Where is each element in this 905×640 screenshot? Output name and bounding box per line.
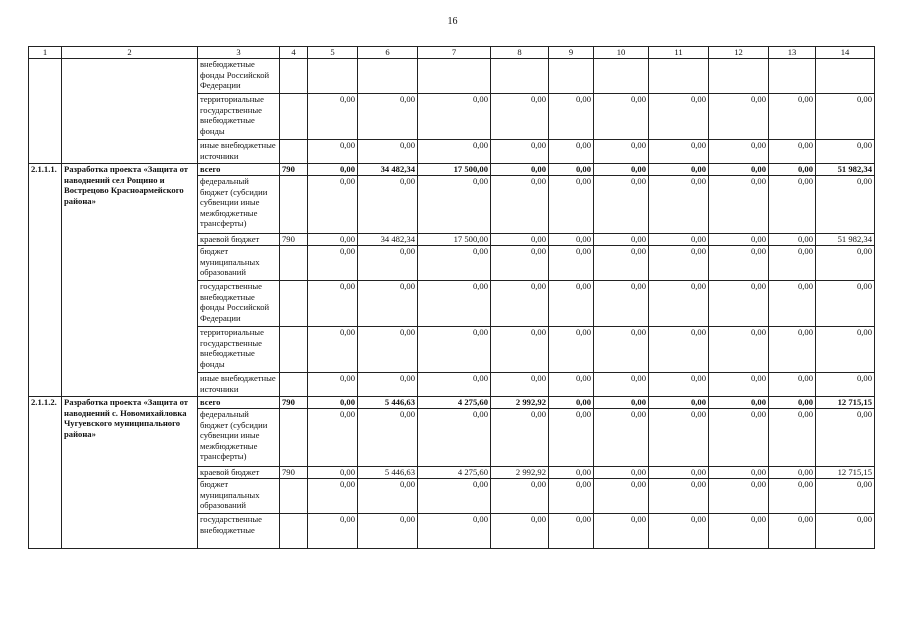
value-cell: 0,00 (816, 140, 875, 164)
value-cell: 0,00 (709, 140, 769, 164)
funding-source: внебюджетные фонды Российской Федерации (198, 59, 280, 94)
value-cell: 0,00 (358, 327, 418, 373)
value-cell: 0,00 (549, 94, 594, 140)
value-cell (308, 59, 358, 94)
value-cell: 0,00 (491, 246, 549, 281)
value-cell: 0,00 (649, 514, 709, 549)
value-cell: 0,00 (594, 373, 649, 397)
value-cell: 0,00 (358, 409, 418, 467)
value-cell: 0,00 (308, 176, 358, 234)
budget-code (280, 479, 308, 514)
item-name: Разработка проекта «Защита от наводнений с. Новомихайловка Чугуевского муниципального района» (62, 397, 198, 549)
value-cell: 0,00 (491, 479, 549, 514)
value-cell: 0,00 (418, 94, 491, 140)
value-cell: 0,00 (549, 164, 594, 176)
value-cell: 0,00 (549, 514, 594, 549)
value-cell: 0,00 (549, 409, 594, 467)
value-cell: 0,00 (709, 234, 769, 246)
value-cell: 0,00 (549, 176, 594, 234)
value-cell: 0,00 (769, 373, 816, 397)
value-cell: 0,00 (709, 94, 769, 140)
value-cell (358, 59, 418, 94)
value-cell: 2 992,92 (491, 467, 549, 479)
value-cell: 0,00 (649, 467, 709, 479)
value-cell: 0,00 (816, 94, 875, 140)
table-row (29, 164, 875, 176)
budget-code (280, 176, 308, 234)
header-cell: 4 (280, 47, 308, 59)
value-cell: 0,00 (358, 246, 418, 281)
value-cell: 0,00 (594, 397, 649, 409)
value-cell: 5 446,63 (358, 397, 418, 409)
value-cell: 0,00 (816, 479, 875, 514)
budget-code (280, 373, 308, 397)
funding-source: территориальные государственные внебюджетные фонды (198, 327, 280, 373)
value-cell: 0,00 (308, 373, 358, 397)
table-header (29, 47, 875, 59)
value-cell: 0,00 (418, 409, 491, 467)
value-cell: 0,00 (491, 373, 549, 397)
value-cell: 4 275,60 (418, 467, 491, 479)
value-cell: 0,00 (549, 234, 594, 246)
budget-code (280, 514, 308, 549)
funding-source: всего (198, 397, 280, 409)
value-cell: 0,00 (709, 514, 769, 549)
table-body (29, 59, 875, 549)
value-cell: 12 715,15 (816, 467, 875, 479)
budget-code: 790 (280, 234, 308, 246)
value-cell: 0,00 (549, 327, 594, 373)
item-number-empty (29, 59, 62, 164)
item-number: 2.1.1.2. (29, 397, 62, 549)
value-cell: 0,00 (709, 409, 769, 467)
header-cell: 10 (594, 47, 649, 59)
header-cell: 13 (769, 47, 816, 59)
funding-source: иные внебюджетные источники (198, 140, 280, 164)
header-cell: 9 (549, 47, 594, 59)
value-cell: 0,00 (358, 479, 418, 514)
value-cell: 0,00 (418, 140, 491, 164)
value-cell: 34 482,34 (358, 164, 418, 176)
value-cell: 0,00 (491, 164, 549, 176)
funding-source: иные внебюджетные источники (198, 373, 280, 397)
value-cell: 0,00 (308, 514, 358, 549)
value-cell: 0,00 (769, 397, 816, 409)
value-cell: 0,00 (816, 409, 875, 467)
value-cell: 0,00 (594, 246, 649, 281)
page-number: 16 (447, 16, 458, 27)
value-cell: 0,00 (709, 467, 769, 479)
value-cell: 0,00 (549, 281, 594, 327)
value-cell: 0,00 (769, 479, 816, 514)
header-cell: 12 (709, 47, 769, 59)
value-cell: 0,00 (594, 409, 649, 467)
budget-code (280, 140, 308, 164)
funding-source: бюджет муниципальных образований (198, 246, 280, 281)
value-cell: 0,00 (709, 397, 769, 409)
value-cell: 0,00 (816, 176, 875, 234)
value-cell: 0,00 (308, 140, 358, 164)
value-cell (649, 59, 709, 94)
budget-code (280, 246, 308, 281)
value-cell: 0,00 (649, 94, 709, 140)
header-cell: 8 (491, 47, 549, 59)
budget-code: 790 (280, 467, 308, 479)
value-cell: 0,00 (649, 327, 709, 373)
value-cell: 0,00 (649, 409, 709, 467)
value-cell: 0,00 (491, 234, 549, 246)
value-cell: 0,00 (491, 176, 549, 234)
table-row (29, 397, 875, 409)
funding-source: федеральный бюджет (субсидии субвенции иные межбюджетные трансферты) (198, 176, 280, 234)
value-cell: 0,00 (418, 514, 491, 549)
value-cell: 0,00 (491, 140, 549, 164)
value-cell: 0,00 (709, 281, 769, 327)
value-cell: 0,00 (549, 479, 594, 514)
header-cell: 2 (62, 47, 198, 59)
budget-code: 790 (280, 164, 308, 176)
value-cell: 0,00 (769, 467, 816, 479)
value-cell: 0,00 (308, 479, 358, 514)
value-cell: 0,00 (649, 164, 709, 176)
value-cell: 0,00 (649, 281, 709, 327)
value-cell: 5 446,63 (358, 467, 418, 479)
value-cell: 0,00 (594, 514, 649, 549)
value-cell: 0,00 (491, 94, 549, 140)
value-cell: 0,00 (816, 373, 875, 397)
funding-source: территориальные государственные внебюджетные фонды (198, 94, 280, 140)
value-cell: 0,00 (418, 327, 491, 373)
header-cell: 14 (816, 47, 875, 59)
value-cell: 0,00 (491, 281, 549, 327)
value-cell: 0,00 (549, 246, 594, 281)
budget-code (280, 281, 308, 327)
value-cell: 0,00 (649, 176, 709, 234)
value-cell: 0,00 (308, 397, 358, 409)
value-cell: 0,00 (594, 467, 649, 479)
value-cell: 0,00 (594, 140, 649, 164)
value-cell: 0,00 (769, 140, 816, 164)
funding-source: краевой бюджет (198, 234, 280, 246)
item-number: 2.1.1.1. (29, 164, 62, 397)
value-cell: 12 715,15 (816, 397, 875, 409)
value-cell: 0,00 (649, 246, 709, 281)
funding-source: всего (198, 164, 280, 176)
value-cell: 0,00 (594, 281, 649, 327)
value-cell: 0,00 (594, 164, 649, 176)
value-cell (491, 59, 549, 94)
value-cell: 0,00 (308, 94, 358, 140)
value-cell (549, 59, 594, 94)
value-cell: 0,00 (816, 514, 875, 549)
value-cell: 0,00 (769, 281, 816, 327)
value-cell: 0,00 (816, 281, 875, 327)
value-cell: 34 482,34 (358, 234, 418, 246)
value-cell: 0,00 (594, 479, 649, 514)
value-cell: 51 982,34 (816, 234, 875, 246)
value-cell: 0,00 (308, 234, 358, 246)
value-cell (418, 59, 491, 94)
value-cell: 0,00 (649, 234, 709, 246)
item-name: Разработка проекта «Защита от наводнений сел Рощино и Вострецово Красноармейского района» (62, 164, 198, 397)
value-cell: 0,00 (649, 479, 709, 514)
value-cell: 0,00 (769, 409, 816, 467)
funding-source: краевой бюджет (198, 467, 280, 479)
header-cell: 7 (418, 47, 491, 59)
value-cell: 17 500,00 (418, 234, 491, 246)
value-cell: 0,00 (769, 514, 816, 549)
value-cell: 0,00 (418, 176, 491, 234)
value-cell: 0,00 (549, 140, 594, 164)
value-cell: 0,00 (308, 246, 358, 281)
value-cell: 0,00 (358, 281, 418, 327)
value-cell: 0,00 (418, 479, 491, 514)
budget-code (280, 327, 308, 373)
value-cell: 0,00 (649, 397, 709, 409)
value-cell: 0,00 (769, 176, 816, 234)
value-cell (594, 59, 649, 94)
header-cell: 3 (198, 47, 280, 59)
value-cell: 0,00 (308, 467, 358, 479)
budget-code (280, 94, 308, 140)
value-cell: 0,00 (709, 246, 769, 281)
value-cell: 0,00 (358, 514, 418, 549)
value-cell: 0,00 (769, 246, 816, 281)
value-cell: 0,00 (709, 327, 769, 373)
value-cell: 0,00 (594, 327, 649, 373)
value-cell: 0,00 (594, 94, 649, 140)
value-cell: 0,00 (358, 373, 418, 397)
value-cell: 0,00 (418, 373, 491, 397)
value-cell: 0,00 (358, 94, 418, 140)
header-cell: 11 (649, 47, 709, 59)
value-cell: 0,00 (594, 234, 649, 246)
value-cell: 0,00 (709, 479, 769, 514)
funding-source: государственные внебюджетные фонды Российской Федерации (198, 281, 280, 327)
budget-code (280, 59, 308, 94)
value-cell: 0,00 (491, 327, 549, 373)
funding-source: государственные внебюджетные (198, 514, 280, 549)
value-cell: 0,00 (816, 327, 875, 373)
value-cell: 0,00 (769, 164, 816, 176)
value-cell: 0,00 (769, 327, 816, 373)
budget-table (28, 46, 875, 549)
value-cell: 0,00 (418, 281, 491, 327)
value-cell: 0,00 (549, 397, 594, 409)
value-cell: 2 992,92 (491, 397, 549, 409)
value-cell: 0,00 (358, 176, 418, 234)
value-cell: 0,00 (709, 373, 769, 397)
value-cell: 0,00 (418, 246, 491, 281)
value-cell: 0,00 (308, 409, 358, 467)
funding-source: федеральный бюджет (субсидии субвенции иные межбюджетные трансферты) (198, 409, 280, 467)
header-cell: 1 (29, 47, 62, 59)
budget-code (280, 409, 308, 467)
funding-source: бюджет муниципальных образований (198, 479, 280, 514)
value-cell: 0,00 (649, 140, 709, 164)
value-cell: 0,00 (308, 164, 358, 176)
value-cell: 0,00 (491, 409, 549, 467)
value-cell: 0,00 (549, 467, 594, 479)
header-cell: 6 (358, 47, 418, 59)
value-cell (769, 59, 816, 94)
value-cell: 0,00 (308, 327, 358, 373)
value-cell: 0,00 (594, 176, 649, 234)
header-cell: 5 (308, 47, 358, 59)
value-cell (816, 59, 875, 94)
item-name-empty (62, 59, 198, 164)
value-cell: 0,00 (769, 234, 816, 246)
value-cell: 0,00 (769, 94, 816, 140)
budget-code: 790 (280, 397, 308, 409)
table-row (29, 59, 875, 94)
value-cell: 0,00 (491, 514, 549, 549)
value-cell: 0,00 (308, 281, 358, 327)
value-cell: 0,00 (709, 176, 769, 234)
value-cell: 0,00 (649, 373, 709, 397)
value-cell: 51 982,34 (816, 164, 875, 176)
value-cell: 0,00 (816, 246, 875, 281)
value-cell: 17 500,00 (418, 164, 491, 176)
value-cell: 0,00 (709, 164, 769, 176)
value-cell: 4 275,60 (418, 397, 491, 409)
value-cell (709, 59, 769, 94)
value-cell: 0,00 (549, 373, 594, 397)
value-cell: 0,00 (358, 140, 418, 164)
